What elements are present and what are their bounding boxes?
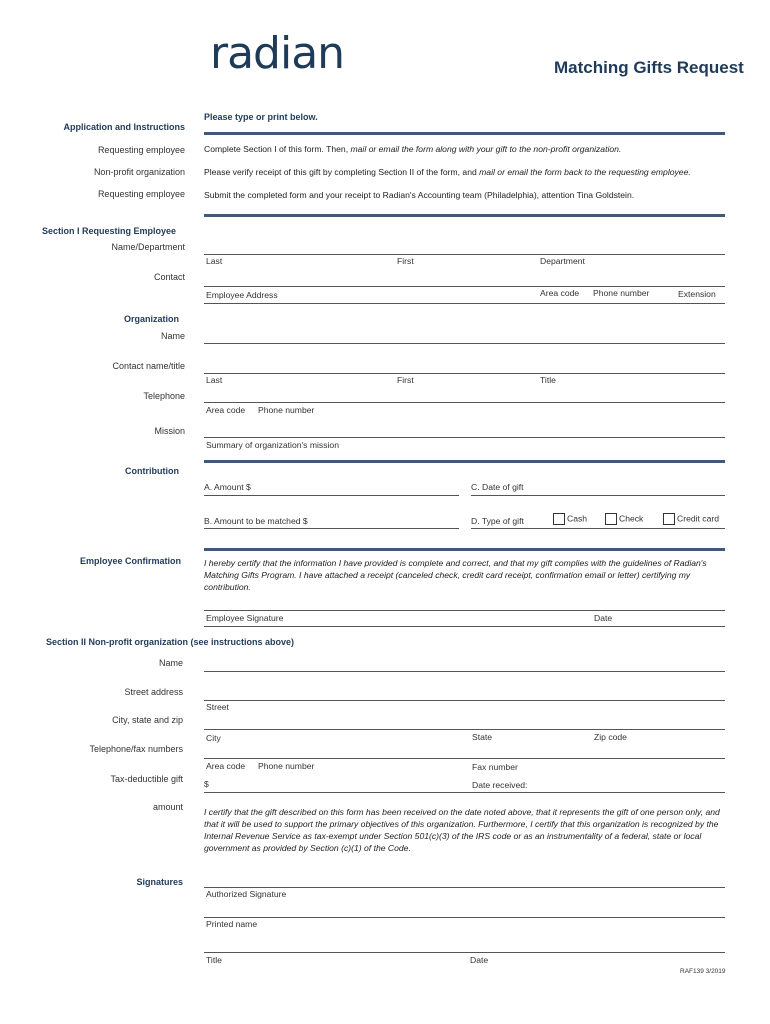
street-line[interactable]	[204, 700, 725, 701]
s2-name-line[interactable]	[204, 671, 725, 672]
instruction-text: Complete Section I of this form. Then, mail or email the form along with your gift to the non-profit organization.	[204, 144, 622, 154]
org-first-field: First	[397, 375, 414, 385]
city-line[interactable]	[204, 729, 725, 730]
instruction-text: Submit the completed form and your receipt to Radian's Accounting team (Philadelphia), attention Tina Goldstein.	[204, 190, 635, 200]
employee-signature-line[interactable]	[204, 610, 725, 611]
contact-label: Contact	[153, 272, 185, 282]
instruction-text: Please verify receipt of this gift by completing Section II of the form, and mail or email the form back to the requesting employee.	[204, 167, 691, 177]
row-label: Requesting employee	[97, 189, 185, 199]
divider	[204, 303, 725, 304]
phone-number-field: Phone number	[593, 288, 650, 298]
tax-deductible-label: Tax-deductible gift	[110, 774, 183, 784]
radian-logo: radian	[210, 28, 345, 79]
contact-name-label: Contact name/title	[112, 361, 185, 371]
signatures-label: Signatures	[136, 877, 183, 887]
mission-label: Mission	[154, 426, 185, 436]
divider	[204, 460, 725, 463]
s2-date-field: Date	[470, 955, 489, 965]
s2-phone-number-field: Phone number	[258, 761, 315, 771]
cash-option[interactable]: Cash	[553, 513, 587, 525]
printed-name-line[interactable]	[204, 917, 725, 918]
credit-card-option[interactable]: Credit card	[663, 513, 719, 525]
amount-label: amount	[152, 802, 183, 812]
intro-label: Application and Instructions	[63, 122, 185, 132]
credit-card-checkbox[interactable]	[663, 513, 675, 525]
employee-address-field: Employee Address	[206, 290, 278, 300]
row-label: Requesting employee	[97, 145, 185, 155]
name-dept-label: Name/Department	[111, 242, 185, 252]
organization-label: Organization	[123, 314, 179, 324]
street-address-label: Street address	[124, 687, 183, 697]
employee-signature-field: Employee Signature	[206, 613, 284, 623]
title-date-line[interactable]	[204, 952, 725, 953]
check-checkbox[interactable]	[605, 513, 617, 525]
tax-deductible-line[interactable]	[204, 792, 725, 793]
section2-title: Section II Non-profit organization (see instructions above)	[46, 637, 295, 647]
date-of-gift-field: C. Date of gift	[471, 482, 524, 492]
date-of-gift-line[interactable]	[471, 495, 725, 496]
state-field: State	[472, 732, 493, 742]
employee-confirmation-label: Employee Confirmation	[79, 556, 181, 566]
org-last-field: Last	[206, 375, 223, 385]
zip-code-field: Zip code	[594, 732, 627, 742]
amount-matched-field: B. Amount to be matched $	[204, 516, 308, 526]
amount-line[interactable]	[204, 495, 459, 496]
first-field: First	[397, 256, 414, 266]
contact-line[interactable]	[204, 286, 725, 287]
telephone-line[interactable]	[204, 402, 725, 403]
extension-field: Extension	[678, 289, 716, 299]
authorized-signature-field: Authorized Signature	[206, 889, 287, 899]
section1-title: Section I Requesting Employee	[42, 226, 177, 236]
check-option[interactable]: Check	[605, 513, 643, 525]
telephone-label: Telephone	[143, 391, 185, 401]
divider	[204, 626, 725, 627]
contact-name-line[interactable]	[204, 373, 725, 374]
fax-number-field: Fax number	[472, 762, 518, 772]
authorized-signature-line[interactable]	[204, 887, 725, 888]
mission-summary-field: Summary of organization's mission	[206, 440, 339, 450]
certify-text: I certify that the gift described on this form has been received on the date noted above, that it represents the gift of one person only, and that it will be used to support the primary objectives of this organization. Furthermore, I certify that this organization is recognized by the Internal Revenue Service as tax-exempt under Section 501(c)(3) of the IRS code or as an instrumentality of a federal, state or local government as provided by Section (c)(1) of the Code.	[204, 807, 720, 853]
divider	[204, 214, 725, 217]
city-field: City	[206, 733, 221, 743]
org-title-field: Title	[540, 375, 556, 385]
tel-fax-label: Telephone/fax numbers	[89, 744, 183, 754]
amount-field: A. Amount $	[204, 482, 251, 492]
s2-area-code-field: Area code	[206, 761, 246, 771]
confirmation-text: I hereby certify that the information I have provided is complete and correct, and that my gift complies with the guidelines of Radian's Matching Gifts Program. I have attached a receipt (canceled check, credit card receipt, confirmation email or letter) certifying my contribution.	[204, 558, 707, 592]
cash-checkbox[interactable]	[553, 513, 565, 525]
last-field: Last	[206, 256, 223, 266]
amount-matched-line[interactable]	[204, 528, 459, 529]
street-field: Street	[206, 702, 229, 712]
divider	[204, 132, 725, 135]
contribution-label: Contribution	[125, 466, 179, 476]
department-field: Department	[540, 256, 585, 266]
org-name-line[interactable]	[204, 343, 725, 344]
page-title: Matching Gifts Request	[554, 58, 744, 77]
area-code-field: Area code	[540, 288, 580, 298]
divider	[204, 548, 725, 551]
type-of-gift-line	[471, 528, 725, 529]
date-received-field: Date received:	[472, 780, 528, 790]
tel-area-code-field: Area code	[206, 405, 246, 415]
intro-heading: Please type or print below.	[204, 112, 318, 122]
mission-line[interactable]	[204, 437, 725, 438]
footer-code: RAF139 3/2019	[680, 968, 726, 975]
row-label: Non-profit organization	[93, 167, 185, 177]
title-field: Title	[206, 955, 222, 965]
printed-name-field: Printed name	[206, 919, 258, 929]
s2-name-label: Name	[158, 658, 183, 668]
type-of-gift-field: D. Type of gift	[471, 516, 524, 526]
tel-fax-line[interactable]	[204, 758, 725, 759]
date-field: Date	[594, 613, 613, 623]
name-dept-line[interactable]	[204, 254, 725, 255]
dollar-field: $	[204, 779, 209, 789]
name-label: Name	[160, 331, 185, 341]
tel-phone-number-field: Phone number	[258, 405, 315, 415]
city-state-zip-label: City, state and zip	[112, 715, 183, 725]
